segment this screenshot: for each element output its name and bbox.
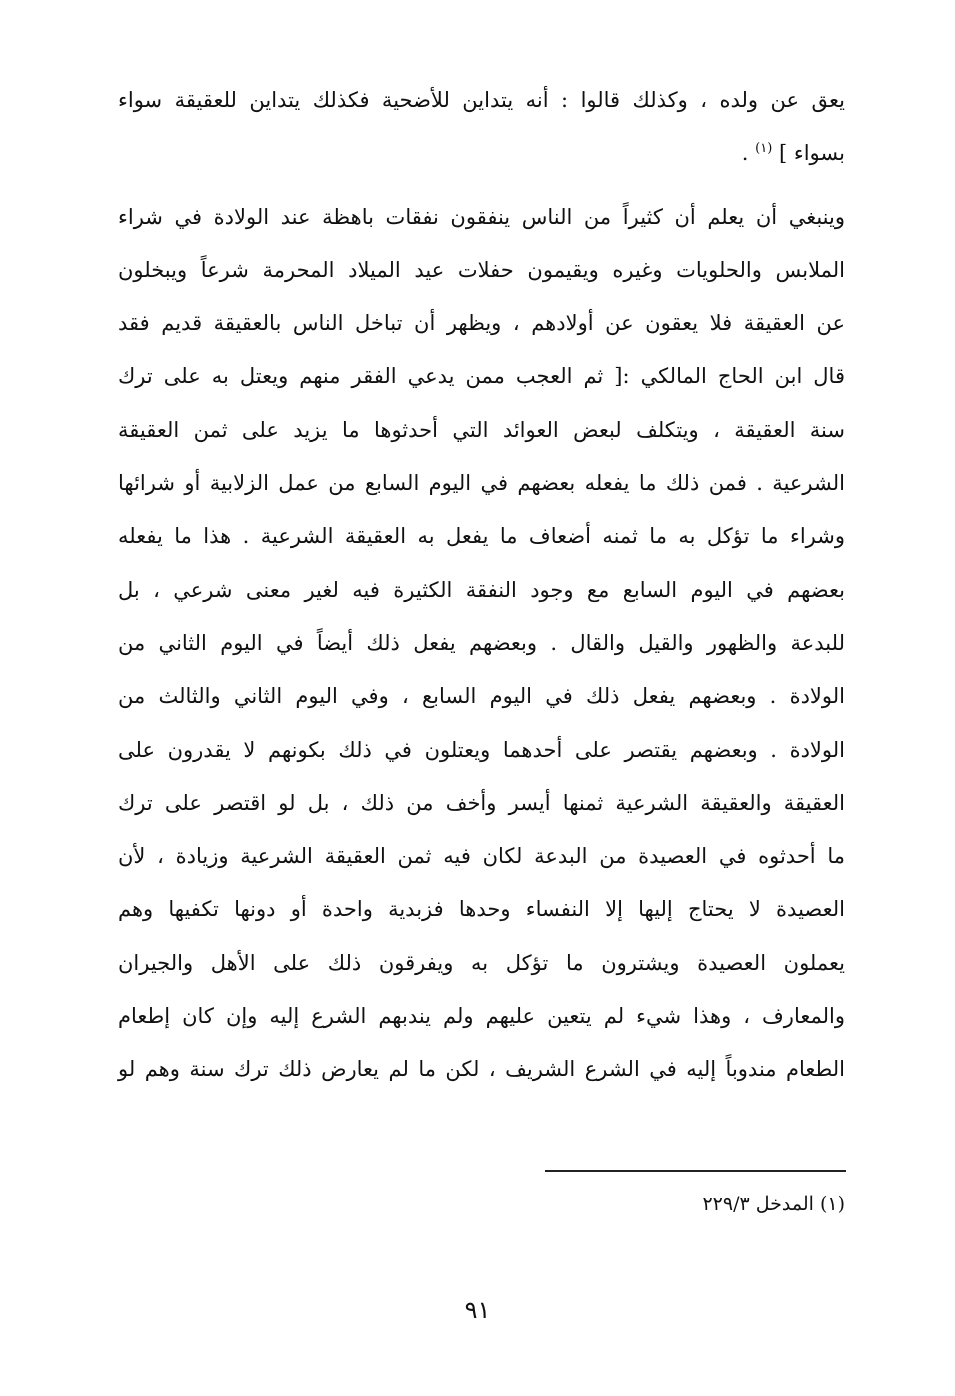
- text-line: وينبغي أن يعلم أن كثيراً من الناس ينفقون نفقات باهظة عند الولادة في شراء: [118, 204, 845, 229]
- text-line: الولادة . وبعضهم يقتصر على أحدهما ويعتلون في ذلك بكونهم لا يقدرون على: [118, 737, 845, 762]
- text-line: يعق عن ولده ، وكذلك قالوا : أنه يتداين للأضحية فكذلك يتداين للعقيقة سواء: [118, 88, 845, 112]
- text-fragment: بسواء ]: [778, 141, 845, 166]
- text-line: الولادة . وبعضهم يفعل ذلك في اليوم السابع ، وفي اليوم الثاني والثالث من: [118, 684, 845, 709]
- text-line: العصيدة لا يحتاج إليها إلا النفساء وحدها فزبدية واحدة أو دونها تكفيها وهم: [118, 897, 845, 922]
- text-line: الشرعية . فمن ذلك ما يفعله بعضهم في اليوم السابع من عمل الزلابية أو شرائها: [118, 471, 845, 496]
- text-line: عن العقيقة فلا يعقون عن أولادهم ، ويظهر أن تباخل الناس بالعقيقة قديم فقد: [118, 311, 845, 336]
- text-line: يعملون العصيدة ويشترون ما تؤكل به ويفرقون ذلك على الأهل والجيران: [118, 950, 845, 975]
- text-line: الطعام مندوباً إليه في الشرع الشريف ، لكن ما لم يعارض ذلك ترك سنة وهم لو: [118, 1057, 845, 1082]
- text-line: قال ابن الحاج المالكي :[ ثم العجب ممن يدعي الفقر منهم ويعتل به على ترك: [118, 364, 845, 389]
- footnote-separator: [545, 1170, 846, 1172]
- body-text: [118, 74, 845, 1097]
- text-line: والمعارف ، وهذا شيء لم يتعين عليهم ولم يندبهم الشرع إليه وإن كان إطعام: [118, 1004, 845, 1029]
- text-line: سنة العقيقة ، ويتكلف لبعض العوائد التي أحدثوها ما يزيد على ثمن العقيقة: [118, 417, 845, 442]
- text-line: وشراء ما تؤكل به ما ثمنه أضعاف ما يفعل به العقيقة الشرعية . هذا ما يفعله: [118, 524, 845, 549]
- footnote-reference: (١): [755, 141, 773, 157]
- text-line: ما أحدثوه في العصيدة من البدعة لكان فيه ثمن العقيقة الشرعية وزيادة ، لأن: [118, 844, 845, 869]
- text-line: بعضهم في اليوم السابع مع وجود النفقة الكثيرة فيه لغير معنى شرعي ، بل: [118, 577, 845, 602]
- text-line: للبدعة والظهور والقيل والقال . وبعضهم يفعل ذلك أيضاً في اليوم الثاني من: [118, 630, 845, 655]
- page-number: ٩١: [464, 1296, 491, 1324]
- text-line: الملابس والحلويات وغيره ويقيمون حفلات عيد الميلاد المحرمة شرعاً ويبخلون: [118, 257, 845, 282]
- text-line: العقيقة والعقيقة الشرعية ثمنها أيسر وأخف من ذلك ، بل لو اقتصر على ترك: [118, 790, 845, 815]
- sentence-end: .: [741, 141, 749, 166]
- text-line: [118, 127, 845, 180]
- footnote: (١) المدخل ٢٢٩/٣: [702, 1193, 845, 1215]
